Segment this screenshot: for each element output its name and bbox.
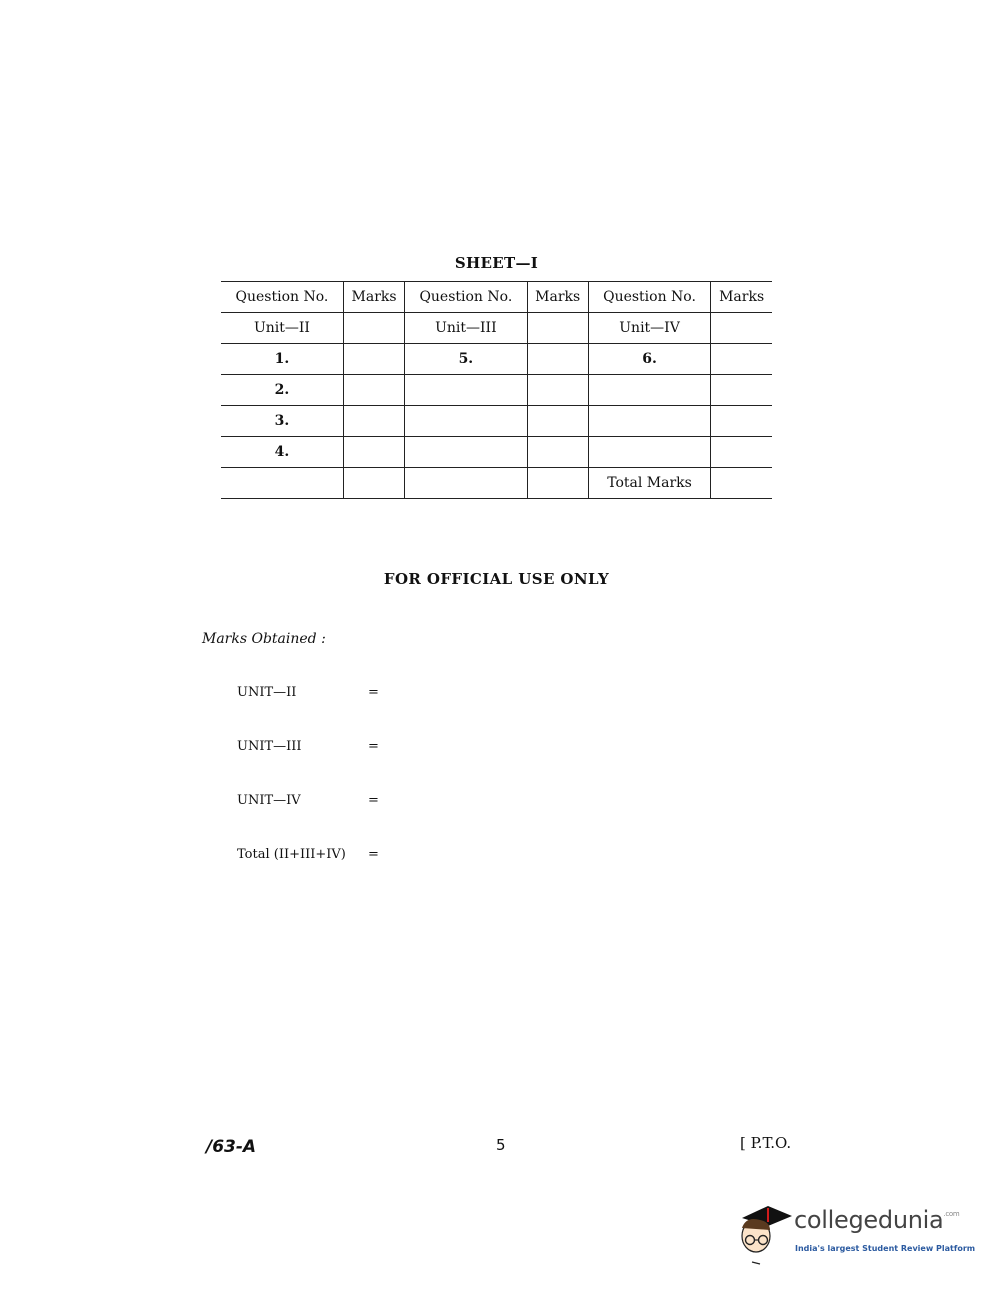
table-row (221, 313, 772, 344)
table-cell (588, 437, 710, 468)
table-cell (527, 313, 588, 344)
table-cell (343, 375, 404, 406)
table-cell (588, 406, 710, 437)
table-cell (527, 468, 588, 499)
table-cell (527, 406, 588, 437)
table-cell: 3. (221, 406, 343, 437)
table-cell (711, 437, 772, 468)
logo-name: collegedunia$^{.com}$ (794, 1206, 960, 1234)
table-cell (711, 468, 772, 499)
table-cell (527, 375, 588, 406)
table-cell: 5. (405, 344, 527, 375)
marks-table (221, 281, 772, 499)
table-row (221, 375, 772, 406)
table-cell (711, 313, 772, 344)
table-cell: 6. (588, 344, 710, 375)
table-cell: Unit—II (221, 313, 343, 344)
unit-iv-label: UNIT—IV (237, 793, 301, 808)
unit-ii-equals: = (368, 685, 379, 700)
page-number: 5 (496, 1136, 506, 1154)
marks-obtained-label: Marks Obtained : (202, 631, 326, 647)
table-cell: 1. (221, 344, 343, 375)
total-label: Total (II+III+IV) (237, 847, 346, 862)
table-header-row (221, 282, 772, 313)
official-use-title: FOR OFFICIAL USE ONLY (383, 570, 610, 588)
unit-ii-label: UNIT—II (237, 685, 297, 700)
sheet-title: SHEET—I (454, 254, 539, 272)
header-question-no: Question No. (405, 282, 527, 313)
table-cell (405, 437, 527, 468)
table-cell: 4. (221, 437, 343, 468)
table-cell (711, 406, 772, 437)
unit-iv-equals: = (368, 793, 379, 808)
logo-tagline: India's largest Student Review Platform (795, 1244, 976, 1253)
header-question-no: Question No. (588, 282, 710, 313)
table-cell (343, 344, 404, 375)
header-marks: Marks (711, 282, 772, 313)
table-cell (343, 313, 404, 344)
table-cell (405, 468, 527, 499)
table-cell (343, 468, 404, 499)
unit-iii-equals: = (368, 739, 379, 754)
pto-label: [ P.T.O. (740, 1134, 792, 1152)
table-cell: Unit—III (405, 313, 527, 344)
table-cell (343, 437, 404, 468)
table-cell: Unit—IV (588, 313, 710, 344)
logo-suffix: .com (943, 1210, 960, 1218)
header-question-no: Question No. (221, 282, 343, 313)
table-cell (711, 375, 772, 406)
total-equals: = (368, 847, 379, 862)
table-cell (221, 468, 343, 499)
table-cell (405, 375, 527, 406)
table-cell (527, 437, 588, 468)
table-row (221, 344, 772, 375)
header-marks: Marks (527, 282, 588, 313)
table-cell: 2. (221, 375, 343, 406)
table-row (221, 406, 772, 437)
table-cell (588, 375, 710, 406)
total-marks-label: Total Marks (588, 468, 710, 499)
table-row (221, 437, 772, 468)
paper-code: /63-A (206, 1137, 257, 1157)
header-marks: Marks (343, 282, 404, 313)
table-cell (711, 344, 772, 375)
table-cell (343, 406, 404, 437)
table-cell (405, 406, 527, 437)
unit-iii-label: UNIT—III (237, 739, 302, 754)
table-row (221, 468, 772, 499)
table-cell (527, 344, 588, 375)
